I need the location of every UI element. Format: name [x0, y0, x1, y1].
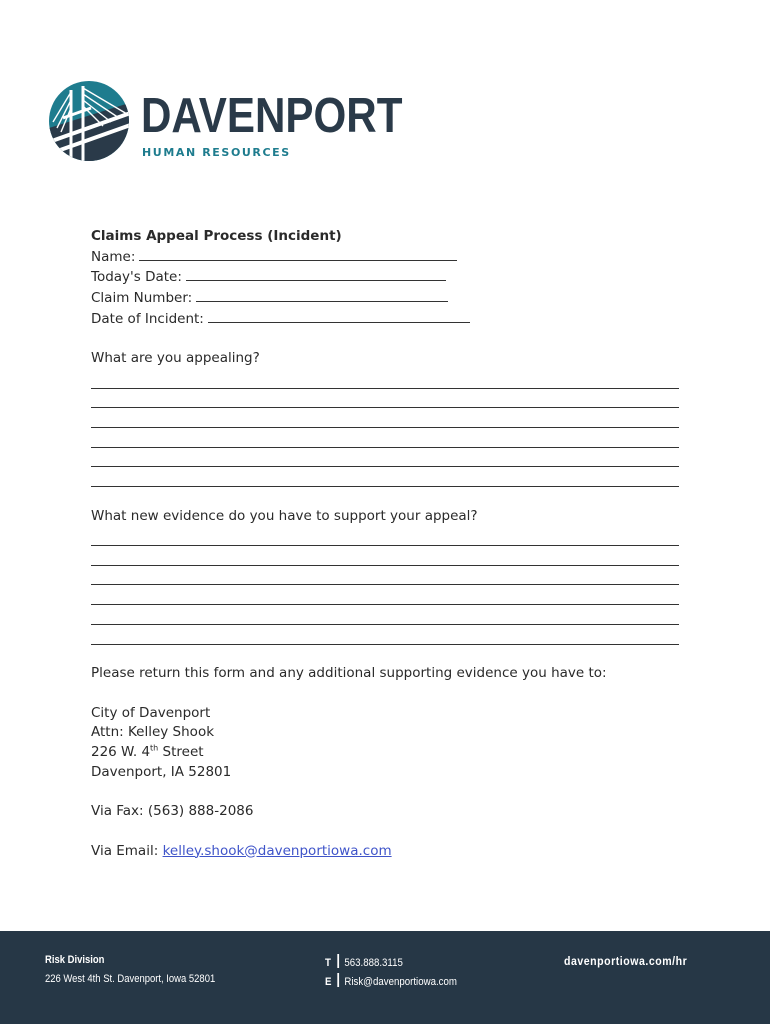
street-number: 226 W. 4 [91, 744, 151, 761]
footer-email-address[interactable]: Risk@davenportiowa.com [344, 976, 457, 988]
divider-bar [337, 954, 339, 968]
street-type: Street [158, 744, 204, 761]
phone-label: T [325, 957, 331, 969]
form-title: Claims Appeal Process (Incident) [91, 228, 342, 244]
return-instructions: Please return this form and any additional supporting evidence you have to: [91, 665, 607, 682]
date-of-incident-label: Date of Incident: [91, 310, 204, 327]
answer-line[interactable] [91, 389, 679, 409]
email-letter-label: E [325, 976, 332, 988]
footer-website[interactable]: davenportiowa.com/hr [564, 954, 688, 968]
claim-number-field [91, 288, 691, 309]
evidence-line[interactable] [91, 625, 679, 645]
email-label: Via Email: [91, 842, 163, 859]
answer-line[interactable] [91, 467, 679, 487]
phone-number[interactable]: 563.888.3115 [344, 957, 403, 969]
evidence-line[interactable] [91, 526, 679, 546]
ordinal-suffix: th [150, 743, 159, 753]
address-line-4: Davenport, IA 52801 [91, 763, 232, 780]
claim-number-input-line[interactable] [196, 288, 448, 302]
todays-date-label: Today's Date: [91, 269, 182, 286]
question-new-evidence: What new evidence do you have to support your appeal? [91, 507, 478, 524]
footer-address: 226 West 4th St. Davenport, Iowa 52801 [45, 973, 216, 985]
date-of-incident-input-line[interactable] [208, 309, 470, 323]
answer-line[interactable] [91, 428, 679, 448]
answer-line[interactable] [91, 408, 679, 428]
question-appealing: What are you appealing? [91, 350, 260, 367]
name-field [91, 247, 691, 268]
answer-line[interactable] [91, 448, 679, 468]
date-of-incident-field [91, 309, 691, 330]
evidence-line[interactable] [91, 585, 679, 605]
footer-division: Risk Division [45, 954, 105, 966]
fax-line: Via Fax: (563) 888-2086 [91, 803, 254, 820]
email-link[interactable]: kelley.shook@davenportiowa.com [162, 842, 392, 859]
divider-bar [337, 973, 339, 987]
claims-form [91, 227, 691, 861]
evidence-line[interactable] [91, 566, 679, 586]
answer-line[interactable] [91, 369, 679, 389]
name-input-line[interactable] [139, 247, 457, 261]
todays-date-field [91, 267, 691, 288]
brand-subtitle: HUMAN RESOURCES [142, 146, 291, 159]
evidence-line[interactable] [91, 605, 679, 625]
address-line-1: City of Davenport [91, 704, 211, 721]
footer-email [325, 973, 457, 988]
brand-name: DAVENPORT [141, 89, 403, 143]
todays-date-input-line[interactable] [186, 267, 446, 281]
evidence-line[interactable] [91, 546, 679, 566]
claim-number-label: Claim Number: [91, 290, 193, 307]
footer [0, 931, 770, 1024]
name-label: Name: [91, 248, 136, 265]
address-line-3 [91, 743, 691, 763]
address-line-2: Attn: Kelley Shook [91, 724, 215, 741]
email-line [91, 842, 691, 862]
footer-phone [325, 954, 403, 969]
